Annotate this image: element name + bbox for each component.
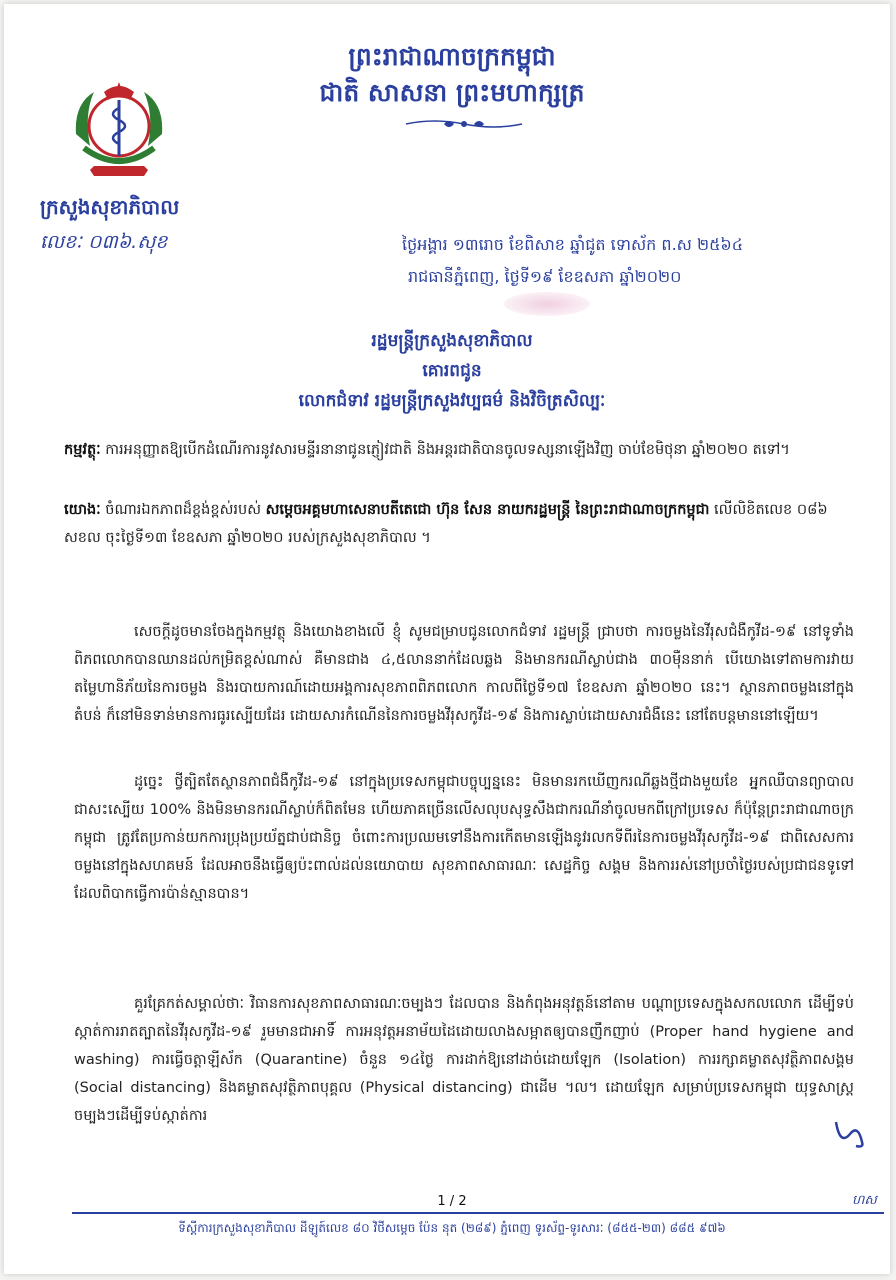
footer-address: ទីស្តីការក្រសួងសុខាភិបាល ដីឡូត៍លេខ ៨០ វិថីសម្តេច ប៉ែន នុត (២៨៩) ភ្នំពេញ ទូរស័ព្ទ-ទូរសារៈ (៨៥៥-២៣) ៨៨៥ ៩៧៦ bbox=[178, 1221, 726, 1235]
motto-heading: ជាតិ សាសនា ព្រះមហាក្សត្រ bbox=[319, 78, 585, 107]
kingdom-heading: ព្រះរាជាណាចក្រកម្ពុជា bbox=[348, 42, 556, 71]
body-paragraph-3: គួរគ្រែកត់សម្គាល់ថាៈ វិធានការសុខភាពសាធារណៈចម្បងៗ ដែលបាន និងកំពុងអនុវត្តន៍នៅតាម បណ្តាប្រទេសក្នុងសកលលោក ដើម្បីទប់ស្កាត់ការរាតត្បាតនៃវីរុសកូវីដ-១៩ រួមមានជាអាទិ៍ ការអនុវត្តអនាម័យដៃដោយលាងសម្អាតឲ្យបានញឹកញាប់ (Proper hand hygiene and washing) ការធ្វើចត្តាឡីស័ក (Quarantine) ចំនួន ១៤ថ្ងៃ ការដាក់ឱ្យនៅដាច់ដោយឡែក (Isolation) ការរក្សាគម្លាតសុវត្ថិភាពសង្គម (Social distancing) និងគម្លាតសុវត្ថិភាពបុគ្គល (Physical distancing) ជាដើម ។ល។ ដោយឡែក សម្រាប់ប្រទេសកម្ពុជា យុទ្ធសាស្ត្រចម្បងៗដើម្បីទប់ស្កាត់ការ bbox=[74, 996, 854, 1124]
place-date: រាជធានីភ្នំពេញ, ថ្ងៃទី១៩ ខែឧសភា ឆ្នាំ២០២០ bbox=[408, 267, 682, 286]
reference-bold-name: សម្តេចអគ្គមហាសេនាបតីតេជោ ហ៊ុន សែន នាយករដ្ឋមន្ត្រី នៃព្រះរាជាណាចក្រកម្ពុជា bbox=[265, 502, 710, 518]
page-number: 1 / 2 bbox=[437, 1194, 467, 1209]
reference-text-before: ចំណារឯកភាពដ៏ខ្ពង់ខ្ពស់របស់ bbox=[105, 502, 262, 518]
footer-divider bbox=[72, 1212, 884, 1214]
subject-text: ការអនុញ្ញាតឱ្យបើកដំណើរការនូវសារមន្ទីរនានាជូនភ្ញៀវជាតិ និងអន្តរជាតិបានចូលទស្សនាឡើងវិញ ចាប់ខែមិថុនា ឆ្នាំ២០២០ តទៅ។ bbox=[105, 442, 790, 458]
handwritten-initials: ហស bbox=[852, 1193, 877, 1208]
recipient-title: លោកជំទាវ រដ្ឋមន្ត្រីក្រសួងវប្បធម៌ និងវិចិត្រសិល្បៈ bbox=[298, 391, 606, 411]
ornament-divider-icon bbox=[404, 116, 524, 132]
ministry-emblem-icon bbox=[64, 74, 174, 192]
reference-block bbox=[64, 496, 854, 552]
faded-stamp bbox=[504, 292, 590, 316]
reference-label: យោងៈ bbox=[64, 502, 101, 518]
letter-page bbox=[4, 4, 890, 1274]
ministry-name: ក្រសួងសុខាភិបាល bbox=[40, 195, 180, 219]
respectfully-line: គោរពជូន bbox=[422, 361, 482, 381]
subject-block bbox=[64, 436, 854, 464]
reference-text-after: លើលិខិតលេខ ០៨៦ សខល ចុះថ្ងៃទី១៣ ខែឧសភា ឆ្នាំ២០២០ របស់ក្រសួងសុខាភិបាល ។ bbox=[64, 502, 828, 546]
sender-title: រដ្ឋមន្ត្រីក្រសួងសុខាភិបាល bbox=[371, 331, 533, 351]
reference-number: លេខៈ ០៣៦.សុខ bbox=[40, 231, 168, 253]
subject-label: កម្មវត្ថុៈ bbox=[64, 442, 101, 458]
lunar-date: ថ្ងៃអង្គារ ១៣រោច ខែពិសាខ ឆ្នាំជូត ទោស័ក ព.ស ២៥៦៤ bbox=[402, 235, 744, 254]
signature-mark-icon bbox=[830, 1112, 870, 1152]
body-paragraph-1: សេចក្តីដូចមានចែងក្នុងកម្មវត្ថុ និងយោងខាងលើ ខ្ញុំ សូមជម្រាបជូនលោកជំទាវ រដ្ឋមន្ត្រី ជ្រាបថា ការចម្លងនៃវីរុសជំងឺកូវីដ-១៩ នៅទូទាំងពិភពលោកបានឈានដល់កម្រិតខ្ពស់ណាស់ គឺមានជាង ៤,៥លាននាក់ដែលឆ្លង និងមានករណីស្លាប់ជាង ៣០ម៉ឺននាក់ បើយោងទៅតាមការវាយតម្លៃហានិភ័យនៃការចម្លង និងរបាយការណ៍ដោយអង្គការសុខភាពពិភពលោក កាលពីថ្ងៃទី១៧ ខែឧសភា ឆ្នាំ២០២០ នេះ។ ស្ថានភាពចម្លងនៅក្នុងតំបន់ ក៏នៅមិនទាន់មានការធូរស្បើយដែរ ដោយសារកំណើននៃការចម្លងវីរុសកូវីដ-១៩ និងការស្លាប់ដោយសារជំងឺនេះ នៅតែបន្តមាននៅឡើយ។ bbox=[74, 624, 855, 724]
body-paragraph-2: ដូច្នេះ ថ្វីត្បិតតែស្ថានភាពជំងឺកូវីដ-១៩ នៅក្នុងប្រទេសកម្ពុជាបច្ចុប្បន្ននេះ មិនមានរកឃើញករណីឆ្លងថ្មីជាងមួយខែ អ្នកឈឺបានព្យាបាលជាសះស្បើយ 100% និងមិនមានករណីស្លាប់ក៏ពិតមែន ហើយភាគច្រើនលើសលុបសុទ្ធសឹងជាករណីនាំចូលមកពីក្រៅប្រទេស ក៏ប៉ុន្តែព្រះរាជាណាចក្រកម្ពុជា ត្រូវតែប្រកាន់យកការប្រុងប្រយ័ត្នជាប់ជានិច្ច ចំពោះការប្រឈមទៅនឹងការកើតមានឡើងនូវរលកទីពីរនៃការចម្លងវីរុសកូវីដ-១៩ ជាពិសេសការចម្លងនៅក្នុងសហគមន៍ ដែលអាចនឹងធ្វើឲ្យប៉ះពាល់ដល់នយោបាយ សុខភាពសាធារណៈ សេដ្ឋកិច្ច សង្គម និងការរស់នៅប្រចាំថ្ងៃរបស់ប្រជាជនទូទៅ ដែលពិបាកធ្វើការប៉ាន់ស្មានបាន។ bbox=[74, 774, 854, 902]
